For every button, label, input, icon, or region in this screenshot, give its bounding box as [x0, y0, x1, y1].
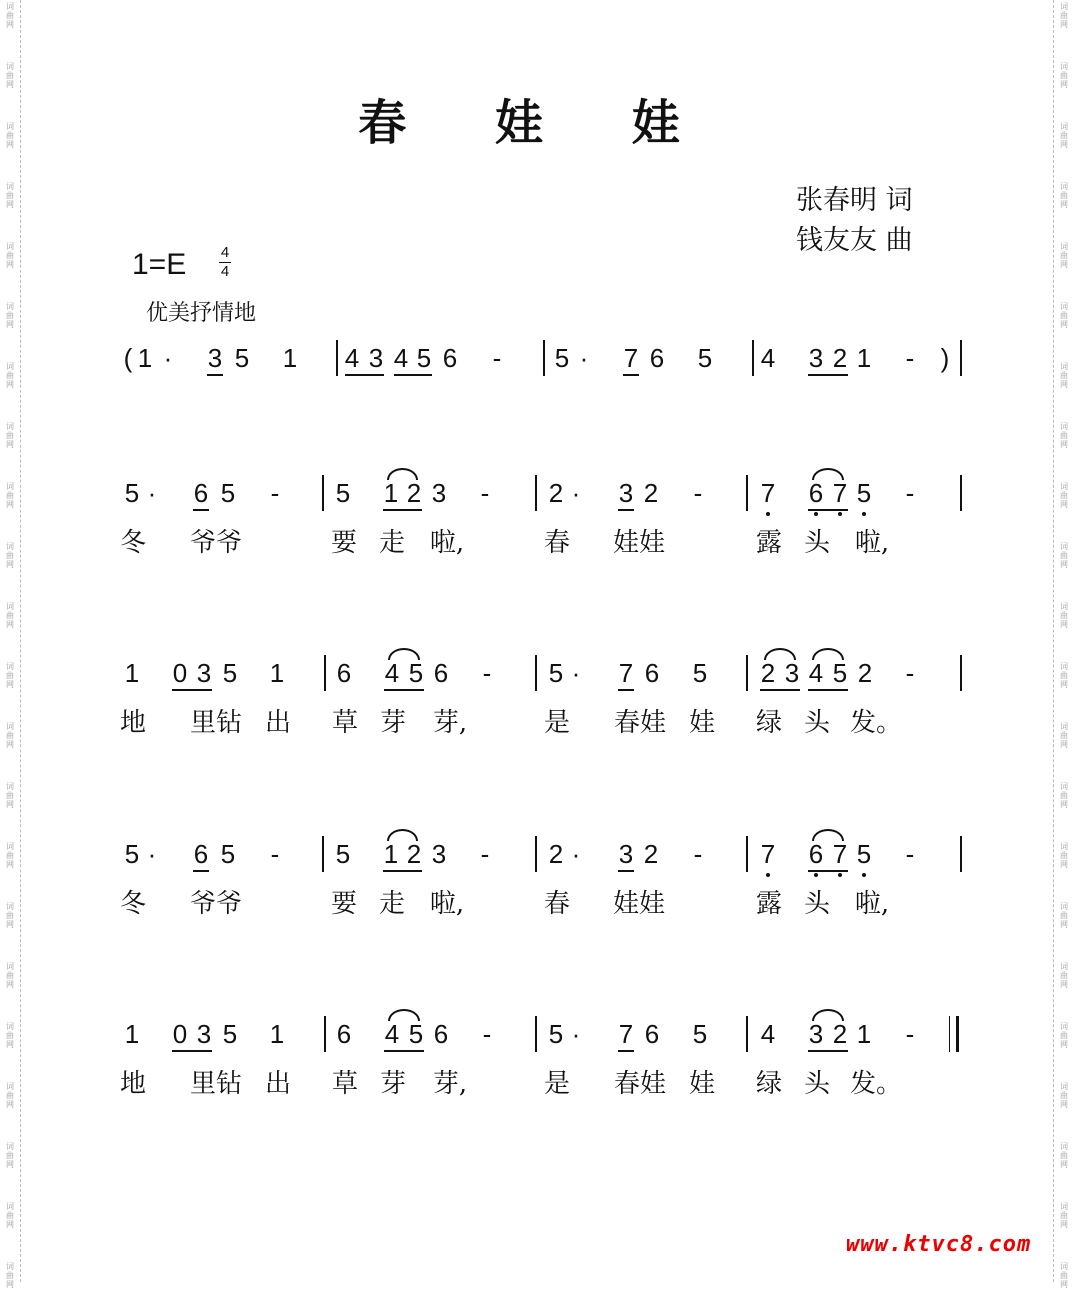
note: 5 — [408, 658, 424, 688]
note: 6 — [193, 839, 209, 869]
watermark-text: 词 曲 网 — [1060, 1202, 1068, 1229]
note: 5 — [697, 343, 713, 373]
lyric-syllable: 草 — [331, 1069, 359, 1099]
note: 5 — [856, 478, 872, 508]
note: 4 — [808, 658, 824, 688]
right-watermark-strip — [1053, 0, 1074, 1289]
dot-duration: · — [147, 839, 157, 869]
watermark-text: 词 曲 网 — [6, 722, 14, 749]
watermark-text: 词 曲 网 — [1060, 482, 1068, 509]
beam-underline — [618, 1050, 634, 1052]
lyric-syllable: 芽 — [379, 708, 407, 738]
note: 5 — [554, 343, 570, 373]
barline — [535, 655, 537, 691]
note: 4 — [760, 343, 776, 373]
note: 5 — [692, 658, 708, 688]
note: 2 — [643, 478, 659, 508]
dot-duration: · — [571, 1019, 581, 1049]
watermark-text: 词 曲 网 — [1060, 182, 1068, 209]
note: 7 — [760, 478, 776, 508]
watermark-text: 词 曲 网 — [6, 302, 14, 329]
watermark-text: 词 曲 网 — [1060, 782, 1068, 809]
note: 2 — [832, 343, 848, 373]
note: 2 — [406, 478, 422, 508]
note: 0 — [172, 1019, 188, 1049]
lyric-syllable: 露 — [755, 889, 783, 919]
note: 5 — [692, 1019, 708, 1049]
lyric-syllable: 娃娃 — [612, 528, 666, 558]
watermark-text: 词 曲 网 — [1060, 602, 1068, 629]
watermark-text: 词 曲 网 — [1060, 2, 1068, 29]
lyric-syllable: 头 — [803, 889, 831, 919]
slur-arc — [387, 829, 418, 841]
note: 1 — [383, 839, 399, 869]
barline — [535, 836, 537, 872]
dot-duration: · — [163, 343, 173, 373]
note: 3 — [784, 658, 800, 688]
watermark-text: 词 曲 网 — [1060, 722, 1068, 749]
beam-underline — [345, 374, 384, 376]
watermark-text: 词 曲 网 — [1060, 962, 1068, 989]
note: 3 — [368, 343, 384, 373]
note: 1 — [269, 658, 285, 688]
dash-note: - — [270, 478, 280, 508]
barline — [746, 655, 748, 691]
lyric-syllable: 春 — [543, 528, 571, 558]
note: 4 — [384, 1019, 400, 1049]
slur-arc — [812, 468, 844, 480]
lyric-syllable: 头 — [803, 528, 831, 558]
dash-note: - — [480, 839, 490, 869]
key-signature: 1=E — [132, 248, 187, 281]
note: 5 — [335, 478, 351, 508]
note: 6 — [193, 478, 209, 508]
note: 6 — [442, 343, 458, 373]
note: 4 — [760, 1019, 776, 1049]
barline — [535, 475, 537, 511]
note: 3 — [431, 478, 447, 508]
barline — [535, 1016, 537, 1052]
watermark-text: 词 曲 网 — [6, 602, 14, 629]
lyric-syllable: 里钻 — [189, 708, 243, 738]
note: 5 — [548, 658, 564, 688]
note: 5 — [856, 839, 872, 869]
watermark-text: 词 曲 网 — [6, 902, 14, 929]
beam-underline — [808, 509, 848, 511]
note: 6 — [808, 839, 824, 869]
dash-note: - — [492, 343, 502, 373]
watermark-text: 词 曲 网 — [6, 962, 14, 989]
slur-arc — [764, 648, 796, 660]
beam-underline — [383, 870, 422, 872]
beam-underline — [172, 689, 212, 691]
beam-underline — [760, 689, 800, 691]
watermark-text: 词 曲 网 — [1060, 62, 1068, 89]
dot-duration: · — [571, 478, 581, 508]
beam-underline — [808, 870, 848, 872]
note: 4 — [393, 343, 409, 373]
lyric-syllable: 发。 — [849, 1069, 903, 1099]
watermark-text: 词 曲 网 — [1060, 242, 1068, 269]
lyric-syllable: 芽 — [379, 1069, 407, 1099]
dash-note: - — [693, 839, 703, 869]
octave-dot-below — [862, 873, 866, 877]
note: 2 — [548, 478, 564, 508]
barline — [324, 655, 326, 691]
note: 3 — [431, 839, 447, 869]
note: 5 — [222, 1019, 238, 1049]
lyric-syllable: 啦, — [854, 528, 890, 558]
watermark-text: 词 曲 网 — [1060, 302, 1068, 329]
watermark-text: 词 曲 网 — [1060, 842, 1068, 869]
lyric-syllable: 要 — [330, 528, 358, 558]
note: 5 — [222, 658, 238, 688]
watermark-text: 词 曲 网 — [6, 662, 14, 689]
watermark-text: 词 曲 网 — [1060, 542, 1068, 569]
watermark-text: 词 曲 网 — [1060, 1142, 1068, 1169]
note: 2 — [548, 839, 564, 869]
lyric-syllable: 是 — [543, 708, 571, 738]
note: 7 — [760, 839, 776, 869]
watermark-text: 词 曲 网 — [6, 782, 14, 809]
note: 3 — [196, 1019, 212, 1049]
barline — [746, 475, 748, 511]
octave-dot-below — [766, 512, 770, 516]
note: 5 — [124, 478, 140, 508]
note: 5 — [220, 478, 236, 508]
note: 6 — [644, 1019, 660, 1049]
watermark-text: 词 曲 网 — [1060, 122, 1068, 149]
watermark-text: 词 曲 网 — [1060, 902, 1068, 929]
lyric-syllable: 是 — [543, 1069, 571, 1099]
octave-dot-below — [838, 512, 842, 516]
dash-note: - — [905, 343, 915, 373]
composer-credit: 钱友友 曲 — [796, 225, 913, 256]
watermark-text: 词 曲 网 — [6, 1262, 14, 1289]
octave-dot-below — [838, 873, 842, 877]
note: 2 — [832, 1019, 848, 1049]
barline — [336, 340, 338, 376]
lyric-syllable: 草 — [331, 708, 359, 738]
note: 4 — [384, 658, 400, 688]
lyric-syllable: 头 — [803, 1069, 831, 1099]
note: 7 — [618, 658, 634, 688]
lyric-syllable: 娃 — [688, 708, 716, 738]
lyric-syllable: 出 — [264, 1069, 292, 1099]
lyric-syllable: 冬 — [119, 889, 147, 919]
beam-underline — [207, 374, 223, 376]
watermark-text: 词 曲 网 — [6, 242, 14, 269]
note: 1 — [282, 343, 298, 373]
beam-underline — [384, 1050, 424, 1052]
note: 3 — [808, 1019, 824, 1049]
note: 5 — [234, 343, 250, 373]
dash-note: - — [482, 658, 492, 688]
note: ) — [940, 343, 950, 373]
lyric-syllable: 出 — [264, 708, 292, 738]
note: 2 — [760, 658, 776, 688]
octave-dot-below — [814, 512, 818, 516]
note: 7 — [832, 839, 848, 869]
beam-underline — [193, 509, 209, 511]
tempo-marking: 优美抒情地 — [146, 301, 257, 326]
watermark-text: 词 曲 网 — [1060, 1082, 1068, 1109]
dash-note: - — [905, 839, 915, 869]
lyric-syllable: 芽, — [432, 708, 468, 738]
footer-url: www.ktvc8.com — [846, 1232, 1032, 1257]
note: 4 — [344, 343, 360, 373]
lyric-syllable: 发。 — [849, 708, 903, 738]
watermark-text: 词 曲 网 — [6, 542, 14, 569]
watermark-text: 词 曲 网 — [6, 182, 14, 209]
note: 3 — [808, 343, 824, 373]
note: 2 — [406, 839, 422, 869]
dash-note: - — [905, 1019, 915, 1049]
note: 2 — [857, 658, 873, 688]
note: 0 — [172, 658, 188, 688]
lyric-syllable: 要 — [330, 889, 358, 919]
lyric-syllable: 啦, — [429, 528, 465, 558]
lyric-syllable: 走 — [378, 528, 406, 558]
lyric-syllable: 冬 — [119, 528, 147, 558]
note: 5 — [548, 1019, 564, 1049]
lyric-syllable: 芽, — [432, 1069, 468, 1099]
note: 6 — [649, 343, 665, 373]
note: ( — [123, 343, 133, 373]
slur-arc — [387, 468, 418, 480]
lyric-syllable: 地 — [119, 708, 147, 738]
lyric-syllable: 绿 — [755, 708, 783, 738]
lyricist-credit: 张春明 词 — [796, 185, 913, 216]
note: 6 — [644, 658, 660, 688]
barline — [960, 836, 962, 872]
slur-arc — [812, 648, 844, 660]
lyric-syllable: 啦, — [429, 889, 465, 919]
slur-arc — [388, 648, 420, 660]
lyric-syllable: 春娃 — [613, 708, 667, 738]
left-watermark-strip — [0, 0, 21, 1289]
dot-duration: · — [571, 839, 581, 869]
note: 7 — [618, 1019, 634, 1049]
note: 5 — [124, 839, 140, 869]
watermark-text: 词 曲 网 — [6, 122, 14, 149]
note: 5 — [220, 839, 236, 869]
barline — [746, 836, 748, 872]
slur-arc — [812, 829, 844, 841]
note: 5 — [416, 343, 432, 373]
beam-underline — [808, 374, 848, 376]
note: 5 — [335, 839, 351, 869]
beam-underline — [808, 1050, 848, 1052]
beam-underline — [383, 509, 422, 511]
watermark-text: 词 曲 网 — [6, 362, 14, 389]
note: 6 — [433, 1019, 449, 1049]
lyric-syllable: 啦, — [854, 889, 890, 919]
octave-dot-below — [766, 873, 770, 877]
watermark-text: 词 曲 网 — [6, 2, 14, 29]
note: 6 — [808, 478, 824, 508]
lyric-syllable: 娃娃 — [612, 889, 666, 919]
note: 3 — [196, 658, 212, 688]
note: 1 — [856, 1019, 872, 1049]
lyric-syllable: 里钻 — [189, 1069, 243, 1099]
note: 1 — [383, 478, 399, 508]
beam-underline — [623, 374, 639, 376]
barline — [543, 340, 545, 376]
watermark-text: 词 曲 网 — [1060, 422, 1068, 449]
slur-arc — [388, 1009, 420, 1021]
note: 2 — [643, 839, 659, 869]
lyric-syllable: 春 — [543, 889, 571, 919]
dash-note: - — [905, 658, 915, 688]
barline — [322, 475, 324, 511]
dot-duration: · — [571, 658, 581, 688]
watermark-text: 词 曲 网 — [1060, 1262, 1068, 1289]
dash-note: - — [270, 839, 280, 869]
dash-note: - — [905, 478, 915, 508]
note: 5 — [832, 658, 848, 688]
beam-underline — [618, 870, 634, 872]
lyric-syllable: 绿 — [755, 1069, 783, 1099]
watermark-text: 词 曲 网 — [1060, 662, 1068, 689]
beam-underline — [394, 374, 432, 376]
beam-underline — [618, 689, 634, 691]
dot-duration: · — [579, 343, 589, 373]
watermark-text: 词 曲 网 — [1060, 362, 1068, 389]
lyric-syllable: 地 — [119, 1069, 147, 1099]
note: 7 — [623, 343, 639, 373]
note: 3 — [618, 478, 634, 508]
barline — [752, 340, 754, 376]
lyric-syllable: 走 — [378, 889, 406, 919]
note: 3 — [618, 839, 634, 869]
watermark-text: 词 曲 网 — [6, 1202, 14, 1229]
time-signature-top: 4 — [220, 244, 230, 261]
note: 7 — [832, 478, 848, 508]
beam-underline — [172, 1050, 212, 1052]
barline — [322, 836, 324, 872]
lyric-syllable: 春娃 — [613, 1069, 667, 1099]
barline — [746, 1016, 748, 1052]
dash-note: - — [482, 1019, 492, 1049]
dash-note: - — [693, 478, 703, 508]
note: 6 — [433, 658, 449, 688]
lyric-syllable: 爷爷 — [189, 889, 243, 919]
octave-dot-below — [862, 512, 866, 516]
dot-duration: · — [147, 478, 157, 508]
barline — [960, 340, 962, 376]
final-barline-thin — [949, 1016, 950, 1052]
note: 3 — [207, 343, 223, 373]
note: 1 — [269, 1019, 285, 1049]
note: 1 — [137, 343, 153, 373]
barline — [960, 475, 962, 511]
watermark-text: 词 曲 网 — [6, 842, 14, 869]
note: 1 — [856, 343, 872, 373]
octave-dot-below — [814, 873, 818, 877]
lyric-syllable: 娃 — [688, 1069, 716, 1099]
final-barline — [956, 1016, 959, 1052]
dash-note: - — [480, 478, 490, 508]
watermark-text: 词 曲 网 — [6, 1082, 14, 1109]
barline — [324, 1016, 326, 1052]
time-signature-bottom: 4 — [220, 263, 230, 280]
barline — [960, 655, 962, 691]
beam-underline — [193, 870, 209, 872]
beam-underline — [618, 509, 634, 511]
note: 1 — [124, 1019, 140, 1049]
time-signature — [218, 244, 232, 281]
song-title: 春 娃 娃 — [358, 95, 716, 151]
beam-underline — [808, 689, 848, 691]
watermark-text: 词 曲 网 — [6, 482, 14, 509]
beam-underline — [384, 689, 424, 691]
watermark-text: 词 曲 网 — [6, 1022, 14, 1049]
note: 1 — [124, 658, 140, 688]
note: 5 — [408, 1019, 424, 1049]
watermark-text: 词 曲 网 — [6, 422, 14, 449]
slur-arc — [812, 1009, 844, 1021]
watermark-text: 词 曲 网 — [1060, 1022, 1068, 1049]
note: 6 — [336, 1019, 352, 1049]
watermark-text: 词 曲 网 — [6, 1142, 14, 1169]
lyric-syllable: 露 — [755, 528, 783, 558]
note: 6 — [336, 658, 352, 688]
lyric-syllable: 头 — [803, 708, 831, 738]
lyric-syllable: 爷爷 — [189, 528, 243, 558]
watermark-text: 词 曲 网 — [6, 62, 14, 89]
